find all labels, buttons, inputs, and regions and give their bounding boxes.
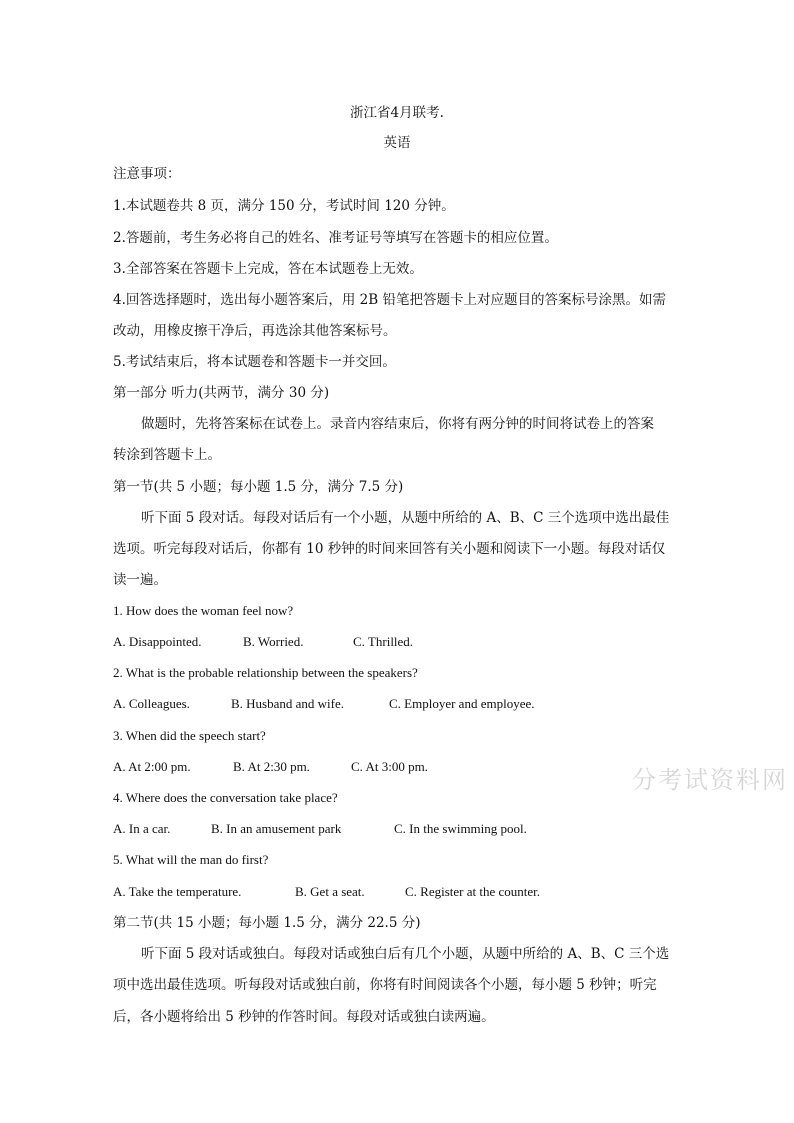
section1-intro: 读一遍。 <box>113 572 167 588</box>
option-a: A. In a car. <box>113 821 171 836</box>
option-c: C. At 3:00 pm. <box>351 759 428 774</box>
option-a: A. Take the temperature. <box>113 884 242 899</box>
section1-intro: 选项。听完每段对话后，你都有 10 秒钟的时间来回答有关小题和阅读下一小题。每段对话仅 <box>113 541 666 557</box>
notice-item: 2.答题前，考生务必将自己的姓名、准考证号等填写在答题卡的相应位置。 <box>113 230 558 246</box>
part1-intro: 转涂到答题卡上。 <box>113 447 221 463</box>
section2-heading: 第二节(共 15 小题；每小题 1.5 分，满分 22.5 分) <box>113 915 421 931</box>
watermark: 分考试资料网 <box>632 766 788 794</box>
exam-title: 浙江省4月联考. <box>350 105 444 121</box>
notice-item: 3.全部答案在答题卡上完成，答在本试题卷上无效。 <box>113 261 423 277</box>
notice-heading: 注意事项： <box>113 166 181 182</box>
option-c: C. Thrilled. <box>353 634 414 649</box>
option-b: B. Worried. <box>243 634 304 649</box>
option-b: B. In an amusement park <box>211 821 342 836</box>
question-stem: 2. What is the probable relationship between the speakers? <box>113 665 418 680</box>
option-c: C. Register at the counter. <box>405 884 541 899</box>
option-c: C. In the swimming pool. <box>394 821 527 836</box>
option-a: A. Disappointed. <box>113 634 202 649</box>
notice-item: 5.考试结束后，将本试题卷和答题卡一并交回。 <box>113 354 396 370</box>
question-stem: 3. When did the speech start? <box>113 728 266 743</box>
notice-item: 4.回答选择题时，选出每小题答案后，用 2B 铅笔把答题卡上对应题目的答案标号涂黑。如需 <box>113 292 666 308</box>
question-stem: 1. How does the woman feel now? <box>113 603 294 618</box>
section2-intro: 项中选出最佳选项。听每段对话或独白前，你将有时间阅读各个小题，每小题 5 秒钟；听完 <box>113 977 657 993</box>
question-stem: 5. What will the man do first? <box>113 852 269 867</box>
part1-intro: 做题时，先将答案标在试卷上。录音内容结束后，你将有两分钟的时间将试卷上的答案 <box>141 416 654 432</box>
question-stem: 4. Where does the conversation take place? <box>113 790 338 805</box>
notice-item: 改动，用橡皮擦干净后，再选涂其他答案标号。 <box>113 323 397 339</box>
subject-title: 英语 <box>383 135 411 151</box>
option-b: B. Husband and wife. <box>231 696 345 711</box>
option-c: C. Employer and employee. <box>389 696 535 711</box>
section2-intro: 听下面 5 段对话或独白。每段对话或独白后有几个小题，从题中所给的 A、B、C 三个选 <box>141 946 670 962</box>
option-b: B. Get a seat. <box>295 884 365 899</box>
part1-heading: 第一部分 听力(共两节，满分 30 分) <box>113 385 330 401</box>
option-b: B. At 2:30 pm. <box>233 759 310 774</box>
section1-heading: 第一节(共 5 小题；每小题 1.5 分，满分 7.5 分) <box>113 479 404 495</box>
option-a: A. Colleagues. <box>113 696 190 711</box>
notice-item: 1.本试题卷共 8 页，满分 150 分，考试时间 120 分钟。 <box>113 198 455 214</box>
section1-intro: 听下面 5 段对话。每段对话后有一个小题，从题中所给的 A、B、C 三个选项中选出最佳 <box>141 510 670 526</box>
section2-intro: 后，各小题将给出 5 秒钟的作答时间。每段对话或独白读两遍。 <box>113 1009 495 1025</box>
option-a: A. At 2:00 pm. <box>113 759 191 774</box>
